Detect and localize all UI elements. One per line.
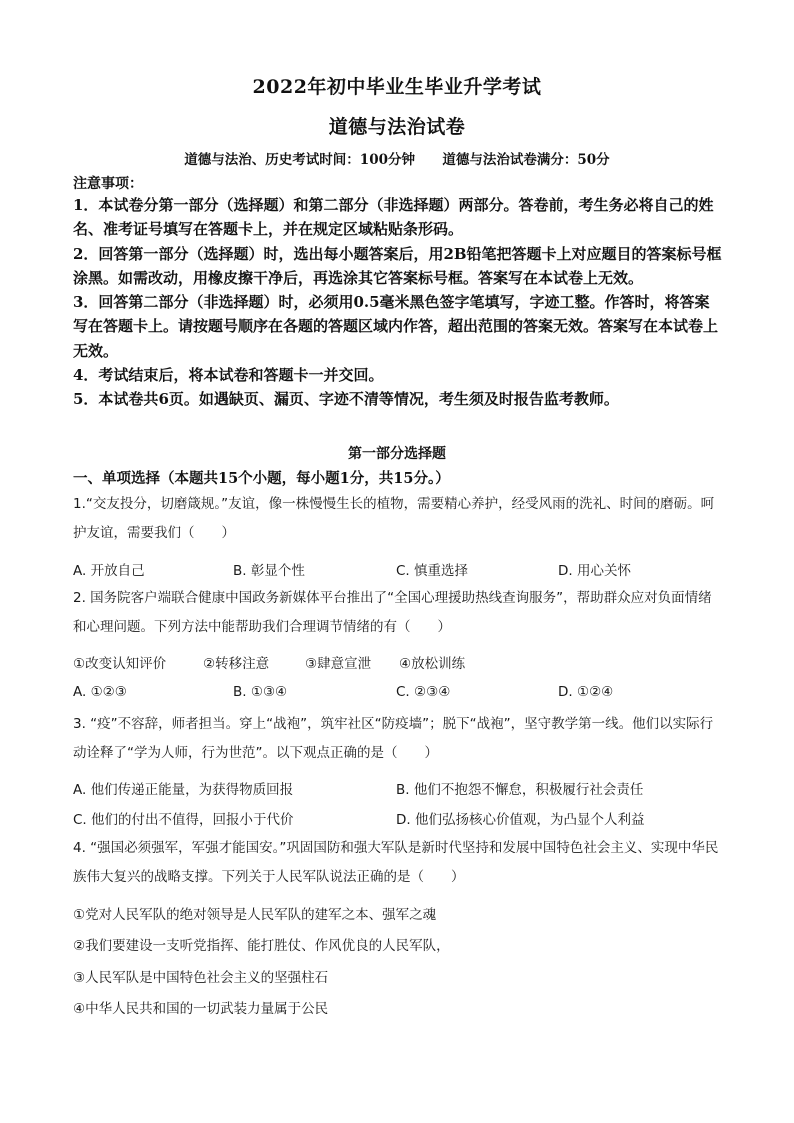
note-item: 3．回答第二部分（非选择题）时，必须用0.5毫米黑色签字笔填写，字迹工整。作答时，将答案写在答题卡上。请按题号顺序在各题的答题区域内作答，超出范围的答案无效。答案写在本试卷上无效。	[73, 293, 719, 360]
option-b: B. 他们不抱怨不懈怠，积极履行社会责任	[396, 782, 644, 798]
exam-time: 道德与法治、历史考试时间：100分钟	[184, 152, 415, 168]
option-c: C. ②③④	[396, 684, 451, 700]
statement-1: ①党对人民军队的绝对领导是人民军队的建军之本、强军之魂	[73, 907, 437, 923]
question-2-options	[73, 684, 723, 706]
question-1-options	[73, 559, 723, 581]
option-d: D. ①②④	[558, 684, 614, 700]
question-1-stem: 1.“交友投分，切磨箴规。”友谊，像一株慢慢生长的植物，需要精心养护，经受风雨的洗礼、时间的磨砺。呵护友谊，需要我们（ ）	[73, 496, 715, 541]
option-b: B. 彰显个性	[233, 563, 305, 579]
note-item: 1．本试卷分第一部分（选择题）和第二部分（非选择题）两部分。答卷前，考生务必将自己的姓名、准考证号填写在答题卡上，并在规定区域粘贴条形码。	[73, 196, 714, 239]
statement-4: ④中华人民共和国的一切武装力量属于公民	[73, 1001, 329, 1017]
statement-3: ③肆意宣泄	[305, 656, 372, 672]
question-3-options-row1	[73, 778, 723, 800]
option-d: D. 用心关怀	[558, 563, 631, 579]
notes-list	[73, 193, 723, 412]
statement-4: ④放松训练	[399, 656, 466, 672]
note-item: 4．考试结束后，将本试卷和答题卡一并交回。	[73, 366, 384, 385]
option-b: B. ①③④	[233, 684, 288, 700]
section-heading: 一、单项选择（本题共15个小题，每小题1分，共15分。）	[73, 470, 450, 487]
exam-info	[0, 148, 794, 168]
option-a: A. 他们传递正能量，为获得物质回报	[73, 782, 294, 798]
statement-2: ②我们要建设一支听党指挥、能打胜仗、作风优良的人民军队，	[73, 938, 450, 954]
question-2-statements	[73, 652, 723, 674]
option-d: D. 他们弘扬核心价值观，为凸显个人利益	[396, 812, 645, 828]
statement-3: ③人民军队是中国特色社会主义的坚强柱石	[73, 970, 329, 986]
exam-title: 2022年初中毕业生毕业升学考试	[252, 76, 542, 98]
subject-title: 道德与法治试卷	[328, 116, 466, 138]
option-a: A. 开放自己	[73, 563, 145, 579]
notes-heading: 注意事项：	[73, 176, 143, 192]
question-4-stem: 4. “强国必须强军，军强才能国安。”巩固国防和强大军队是新时代坚持和发展中国特色社会主义、实现中华民族伟大复兴的战略支撑。下列关于人民军队说法正确的是（ ）	[73, 840, 719, 885]
statement-1: ①改变认知评价	[73, 656, 167, 672]
option-a: A. ①②③	[73, 684, 127, 700]
part-one-title: 第一部分选择题	[348, 446, 446, 462]
question-3-stem: 3. “疫”不容辞，师者担当。穿上“战袍”，筑牢社区“防疫墙”；脱下“战袍”，坚守教学第一线。他们以实际行动诠释了“学为人师，行为世范”。以下观点正确的是（ ）	[73, 716, 714, 761]
exam-score: 道德与法治试卷满分：50分	[442, 152, 610, 168]
question-3-options-row2	[73, 808, 723, 830]
note-item: 5．本试卷共6页。如遇缺页、漏页、字迹不清等情况，考生须及时报告监考教师。	[73, 390, 619, 409]
note-item: 2．回答第一部分（选择题）时，选出每小题答案后，用2B铅笔把答题卡上对应题目的答案标号框涂黑。如需改动，用橡皮擦干净后，再选涂其它答案标号框。答案写在本试卷上无效。	[73, 244, 722, 287]
statement-2: ②转移注意	[203, 656, 270, 672]
question-2-stem: 2. 国务院客户端联合健康中国政务新媒体平台推出了“全国心理援助热线查询服务”，帮助群众应对负面情绪和心理问题。下列方法中能帮助我们合理调节情绪的有（ ）	[73, 590, 712, 635]
option-c: C. 慎重选择	[396, 563, 469, 579]
option-c: C. 他们的付出不值得，回报小于代价	[73, 812, 294, 828]
